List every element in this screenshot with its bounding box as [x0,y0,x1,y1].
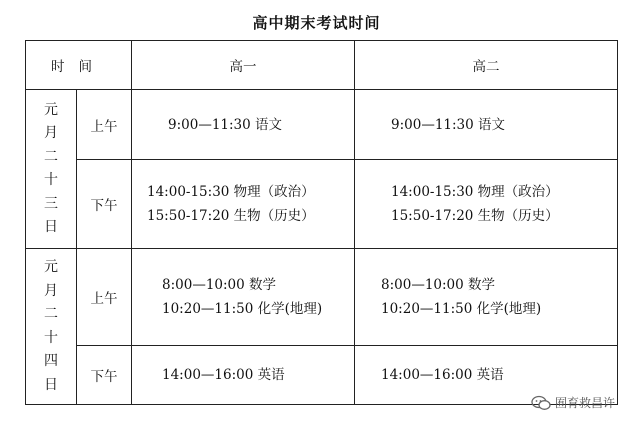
table-row [26,160,618,249]
grade1-slot [132,249,355,346]
grade1-slot [132,160,355,249]
grade1-slot [132,90,355,160]
exam-line: 14:00—16:00 英语 [381,367,504,383]
period-cell: 下午 [77,346,132,405]
watermark [531,394,615,411]
date-char: 日 [44,376,58,393]
grade2-slot [355,249,618,346]
wechat-icon [531,395,551,411]
watermark-text: 囿育救昌许 [554,396,615,410]
grade2-slot [355,160,618,249]
date-cell [26,249,77,405]
table-row [26,249,618,346]
exam-line: 8:00—10:00 数学 [381,277,496,293]
period-cell: 上午 [77,249,132,346]
table-row [26,90,618,160]
grade1-header: 高一 [132,41,355,90]
exam-line: 9:00—11:30 语文 [168,116,283,133]
table-row [26,346,618,405]
exam-line: 14:00-15:30 物理（政治） [147,184,315,200]
date-char: 十 [44,172,58,188]
period-cell: 上午 [77,90,132,160]
exam-line: 9:00—11:30 语文 [391,116,506,133]
exam-line: 10:20—11:50 化学(地理) [162,301,323,317]
date-char: 元 [44,259,58,275]
date-char: 三 [44,195,58,212]
date-char: 二 [44,306,58,322]
date-char: 十 [44,329,58,346]
grade2-slot [355,90,618,160]
date-char: 月 [44,125,58,141]
date-char: 四 [44,353,58,369]
grade1-slot [132,346,355,405]
exam-line: 14:00-15:30 物理（政治） [391,184,559,200]
exam-line: 8:00—10:00 数学 [162,277,277,293]
time-header: 时间 [26,41,132,90]
date-char: 月 [44,282,58,299]
page-title: 高中期末考试时间 [252,14,381,32]
exam-line: 15:50-17:20 生物（历史） [391,208,559,224]
date-char: 元 [44,101,58,118]
date-cell [26,90,77,249]
exam-schedule-table [25,40,618,405]
grade2-header: 高二 [355,41,618,90]
period-cell: 下午 [77,160,132,249]
date-char: 二 [44,148,58,165]
exam-line: 14:00—16:00 英语 [162,367,285,383]
exam-line: 15:50-17:20 生物（历史） [147,208,315,224]
date-char: 日 [44,219,58,235]
exam-line: 10:20—11:50 化学(地理) [381,301,542,317]
